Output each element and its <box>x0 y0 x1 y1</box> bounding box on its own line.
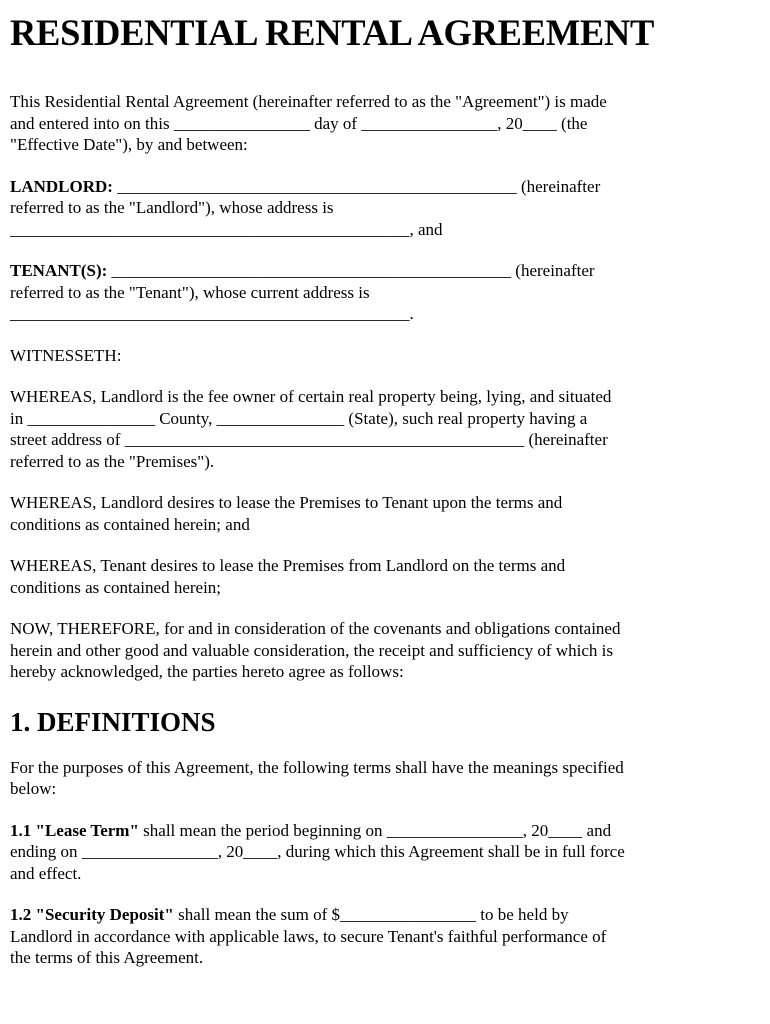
witnesseth-paragraph: WITNESSETH: <box>10 345 122 365</box>
definitions-intro-line: below: <box>10 779 57 798</box>
definition-text: and effect. <box>10 863 82 883</box>
landlord-label: LANDLORD: <box>10 176 113 196</box>
now-therefore-line: hereby acknowledged, the parties hereto agree as follows: <box>10 662 404 681</box>
definition-text: shall mean the sum of $________________ to be held by <box>173 905 569 924</box>
definition-lease-term <box>10 820 760 885</box>
tenant-name-blank: _______________________________________________ (hereinafter <box>107 261 595 280</box>
section-heading-definitions: 1. DEFINITIONS <box>10 706 216 737</box>
intro-line: and entered into on this ________________ day of ________________, 20____ (the <box>10 113 588 133</box>
now-therefore-line: NOW, THEREFORE, for and in consideration of the covenants and obligations contained <box>10 619 621 638</box>
tenant-label: TENANT(S): <box>10 261 108 280</box>
landlord-name-blank: _______________________________________________ (hereinafter <box>112 176 601 196</box>
definition-security-deposit <box>10 904 760 969</box>
definition-term: 1.1 "Lease Term" <box>10 820 139 840</box>
document-title: RESIDENTIAL RENTAL AGREEMENT <box>10 12 655 53</box>
whereas-line: conditions as contained herein; <box>10 577 222 597</box>
whereas-line: WHEREAS, Tenant desires to lease the Premises from Landlord on the terms and <box>10 556 566 575</box>
intro-line: This Residential Rental Agreement (hereinafter referred to as the "Agreement") is made <box>10 92 607 111</box>
whereas-line: WHEREAS, Landlord is the fee owner of certain real property being, lying, and situated <box>10 387 612 406</box>
intro-paragraph <box>10 91 760 156</box>
definitions-intro-line: For the purposes of this Agreement, the following terms shall have the meanings specified <box>10 757 624 777</box>
landlord-address-blank: _______________________________________________, and <box>10 219 443 239</box>
tenant-address-blank: _______________________________________________. <box>10 304 414 323</box>
definition-text: ending on ________________, 20____, during which this Agreement shall be in full force <box>10 842 625 861</box>
whereas-landlord-paragraph <box>10 492 760 535</box>
tenant-address-text: referred to as the "Tenant"), whose current address is <box>10 282 370 302</box>
whereas-line: street address of _______________________________________________ (hereinafter <box>10 430 608 449</box>
landlord-paragraph <box>10 176 760 241</box>
whereas-premises-paragraph <box>10 386 760 472</box>
whereas-line: WHEREAS, Landlord desires to lease the Premises to Tenant upon the terms and <box>10 493 563 512</box>
intro-line: "Effective Date"), by and between: <box>10 135 248 154</box>
whereas-tenant-paragraph <box>10 555 760 598</box>
definition-text: Landlord in accordance with applicable laws, to secure Tenant's faithful performance of <box>10 926 607 946</box>
definition-text: the terms of this Agreement. <box>10 948 204 967</box>
now-therefore-line: herein and other good and valuable consideration, the receipt and sufficiency of which is <box>10 640 613 660</box>
definitions-intro-paragraph <box>10 757 760 800</box>
definition-text: shall mean the period beginning on ________________, 20____ and <box>138 820 612 840</box>
definition-term: 1.2 "Security Deposit" <box>10 905 174 924</box>
whereas-line: referred to as the "Premises"). <box>10 451 215 471</box>
now-therefore-paragraph <box>10 618 760 683</box>
tenant-paragraph <box>10 260 760 325</box>
landlord-address-text: referred to as the "Landlord"), whose address is <box>10 198 334 217</box>
whereas-line: in _______________ County, _______________ (State), such real property having a <box>10 408 588 428</box>
whereas-line: conditions as contained herein; and <box>10 514 250 534</box>
